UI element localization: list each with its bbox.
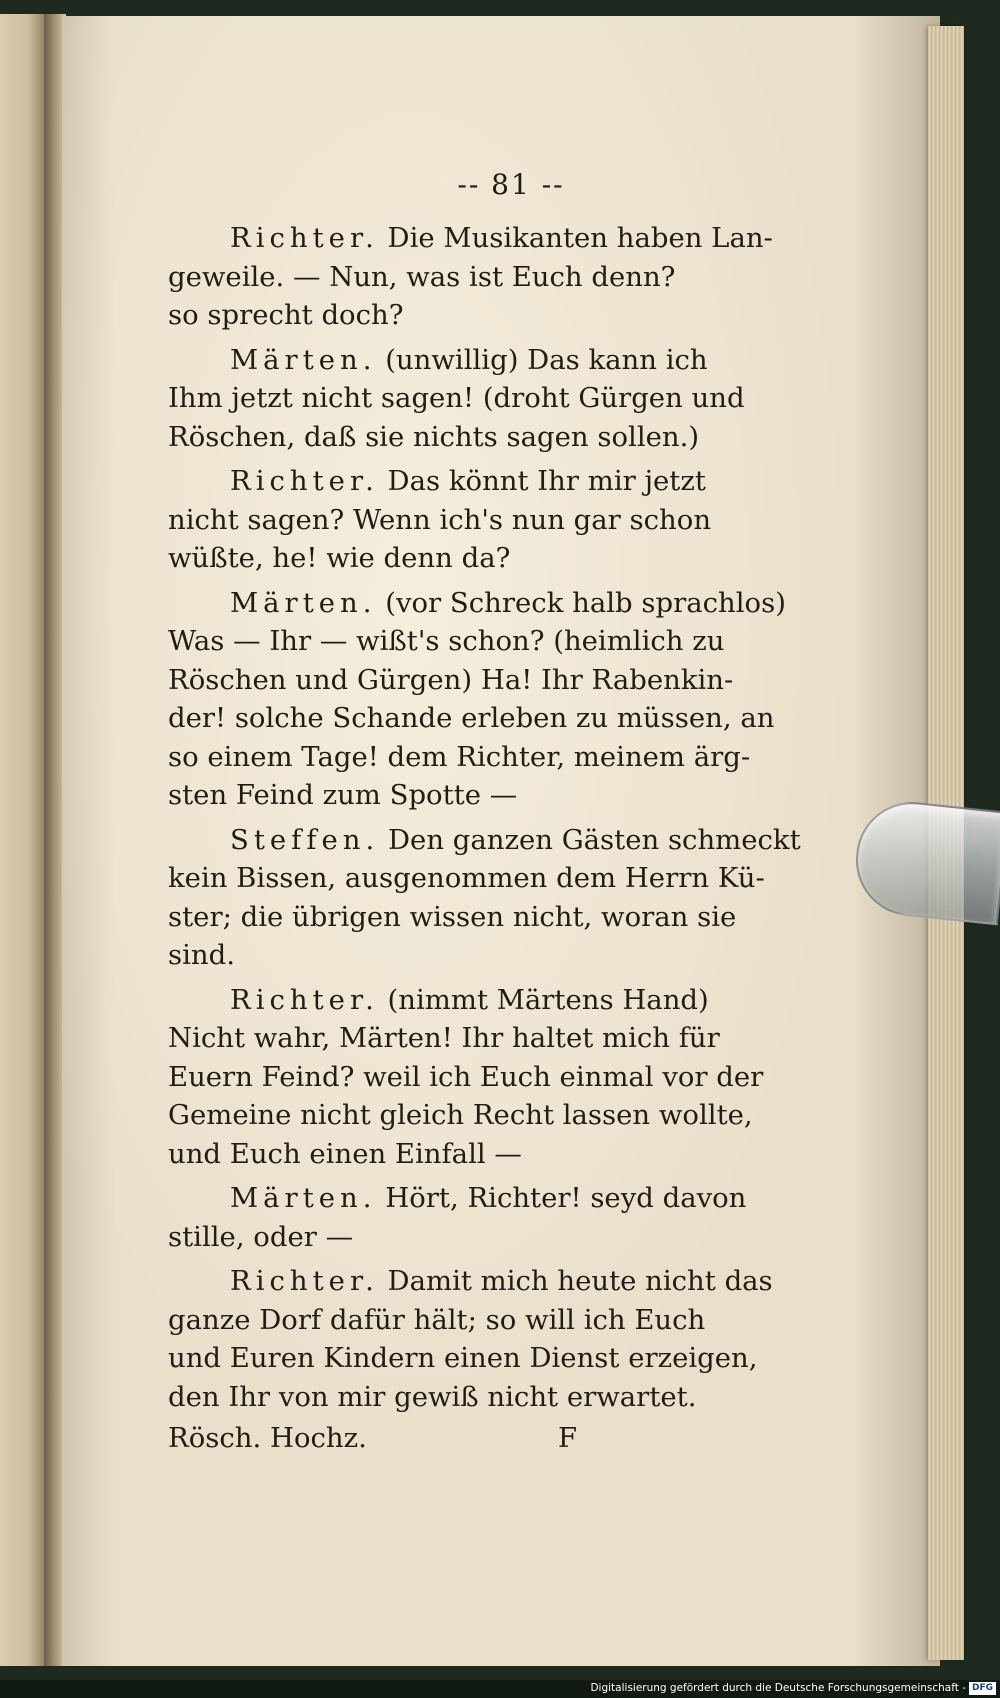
text-line: [168, 219, 818, 258]
text-line: [168, 1339, 818, 1378]
line-text: geweile. — Nun, was ist Euch denn?: [168, 260, 676, 293]
dialogue-paragraph: [168, 821, 818, 975]
dialogue-paragraph: [168, 1262, 818, 1416]
text-line: [168, 661, 818, 700]
line-text: Damit mich heute nicht das: [378, 1265, 773, 1297]
text-line: [168, 539, 818, 578]
speaker-name: Märten.: [230, 586, 377, 619]
text-line: [168, 1135, 818, 1174]
line-text: Die Musikanten haben Lan-: [378, 222, 773, 254]
text-line: [168, 1058, 818, 1097]
text-line: [168, 1179, 818, 1218]
catchword: Rösch. Hochz.: [168, 1422, 367, 1454]
line-text: so einem Tage! dem Richter, meinem ärg-: [168, 740, 751, 773]
signature-mark: F: [558, 1422, 578, 1454]
line-text: kein Bissen, ausgenommen dem Herrn Kü-: [168, 862, 765, 894]
line-text: (unwillig) Das kann ich: [376, 343, 708, 376]
text-line: [168, 1378, 818, 1417]
dialogue-paragraph: [168, 462, 818, 578]
digitization-credit: [590, 1680, 996, 1696]
page-text: [168, 168, 818, 1422]
line-text: Röschen, daß sie nichts sagen sollen.): [168, 420, 700, 453]
credit-text: Digitalisierung gefördert durch die Deutsche Forschungsgemeinschaft -: [590, 1682, 966, 1694]
line-text: Nicht wahr, Märten! Ihr haltet mich für: [168, 1022, 720, 1054]
text-line: [168, 584, 818, 623]
speaker-name: Richter.: [230, 1265, 379, 1297]
text-line: [168, 738, 818, 777]
text-line: [168, 821, 818, 860]
line-text: der! solche Schande erleben zu müssen, an: [168, 702, 775, 734]
line-text: ster; die übrigen wissen nicht, woran sie: [168, 900, 737, 933]
text-line: [168, 898, 818, 937]
line-text: Ihm jetzt nicht sagen! (droht Gürgen und: [168, 382, 745, 414]
text-line: [168, 859, 818, 898]
facing-page-edge: [0, 14, 46, 1666]
text-line: [168, 258, 818, 297]
text-line: [168, 1301, 818, 1340]
dialogue-paragraph: [168, 341, 818, 457]
page-number: -- 81 --: [457, 168, 565, 201]
line-text: Was — Ihr — wißt's schon? (heimlich zu: [168, 625, 725, 657]
line-text: so sprecht doch?: [168, 299, 404, 331]
dialogue-body: [168, 219, 818, 1416]
text-line: [168, 622, 818, 661]
dialogue-paragraph: [168, 584, 818, 815]
line-text: Röschen und Gürgen) Ha! Ihr Rabenkin-: [168, 663, 734, 696]
line-text: Das könnt Ihr mir jetzt: [378, 465, 706, 497]
text-line: [168, 462, 818, 501]
dialogue-paragraph: [168, 981, 818, 1174]
speaker-name: Richter.: [230, 222, 379, 254]
text-line: [168, 936, 818, 975]
text-line: [168, 1262, 818, 1301]
text-line: [168, 1096, 818, 1135]
text-line: [168, 981, 818, 1020]
line-text: und Euren Kindern einen Dienst erzeigen,: [168, 1342, 758, 1374]
text-line: [168, 501, 818, 540]
text-line: [168, 1019, 818, 1058]
line-text: sind.: [168, 939, 235, 971]
line-text: (vor Schreck halb sprachlos): [376, 586, 786, 619]
line-text: sten Feind zum Spotte —: [168, 779, 518, 811]
dialogue-paragraph: [168, 219, 818, 335]
line-text: Gemeine nicht gleich Recht lassen wollte,: [168, 1099, 753, 1131]
line-text: stille, oder —: [168, 1220, 354, 1253]
text-line: [168, 296, 818, 335]
speaker-name: Steffen.: [230, 823, 380, 856]
dialogue-paragraph: [168, 1179, 818, 1256]
speaker-name: Richter.: [230, 983, 379, 1016]
text-line: [168, 776, 818, 815]
dfg-logo: DFG: [969, 1682, 996, 1695]
text-line: [168, 699, 818, 738]
line-text: ganze Dorf dafür hält; so will ich Euch: [168, 1303, 706, 1336]
line-text: Den ganzen Gästen schmeckt: [379, 823, 801, 856]
line-text: den Ihr von mir gewiß nicht erwartet.: [168, 1380, 697, 1413]
speaker-name: Märten.: [230, 1182, 377, 1214]
line-text: nicht sagen? Wenn ich's nun gar schon: [168, 503, 712, 536]
speaker-name: Richter.: [230, 465, 379, 497]
line-text: wüßte, he! wie denn da?: [168, 542, 511, 574]
line-text: (nimmt Märtens Hand): [378, 983, 709, 1016]
line-text: Euern Feind? weil ich Euch einmal vor der: [168, 1060, 764, 1093]
text-line: [168, 379, 818, 418]
line-text: Hört, Richter! seyd davon: [376, 1182, 747, 1214]
text-line: [168, 1218, 818, 1257]
text-line: [168, 418, 818, 457]
speaker-name: Märten.: [230, 343, 377, 376]
text-line: [168, 341, 818, 380]
line-text: und Euch einen Einfall —: [168, 1137, 522, 1170]
